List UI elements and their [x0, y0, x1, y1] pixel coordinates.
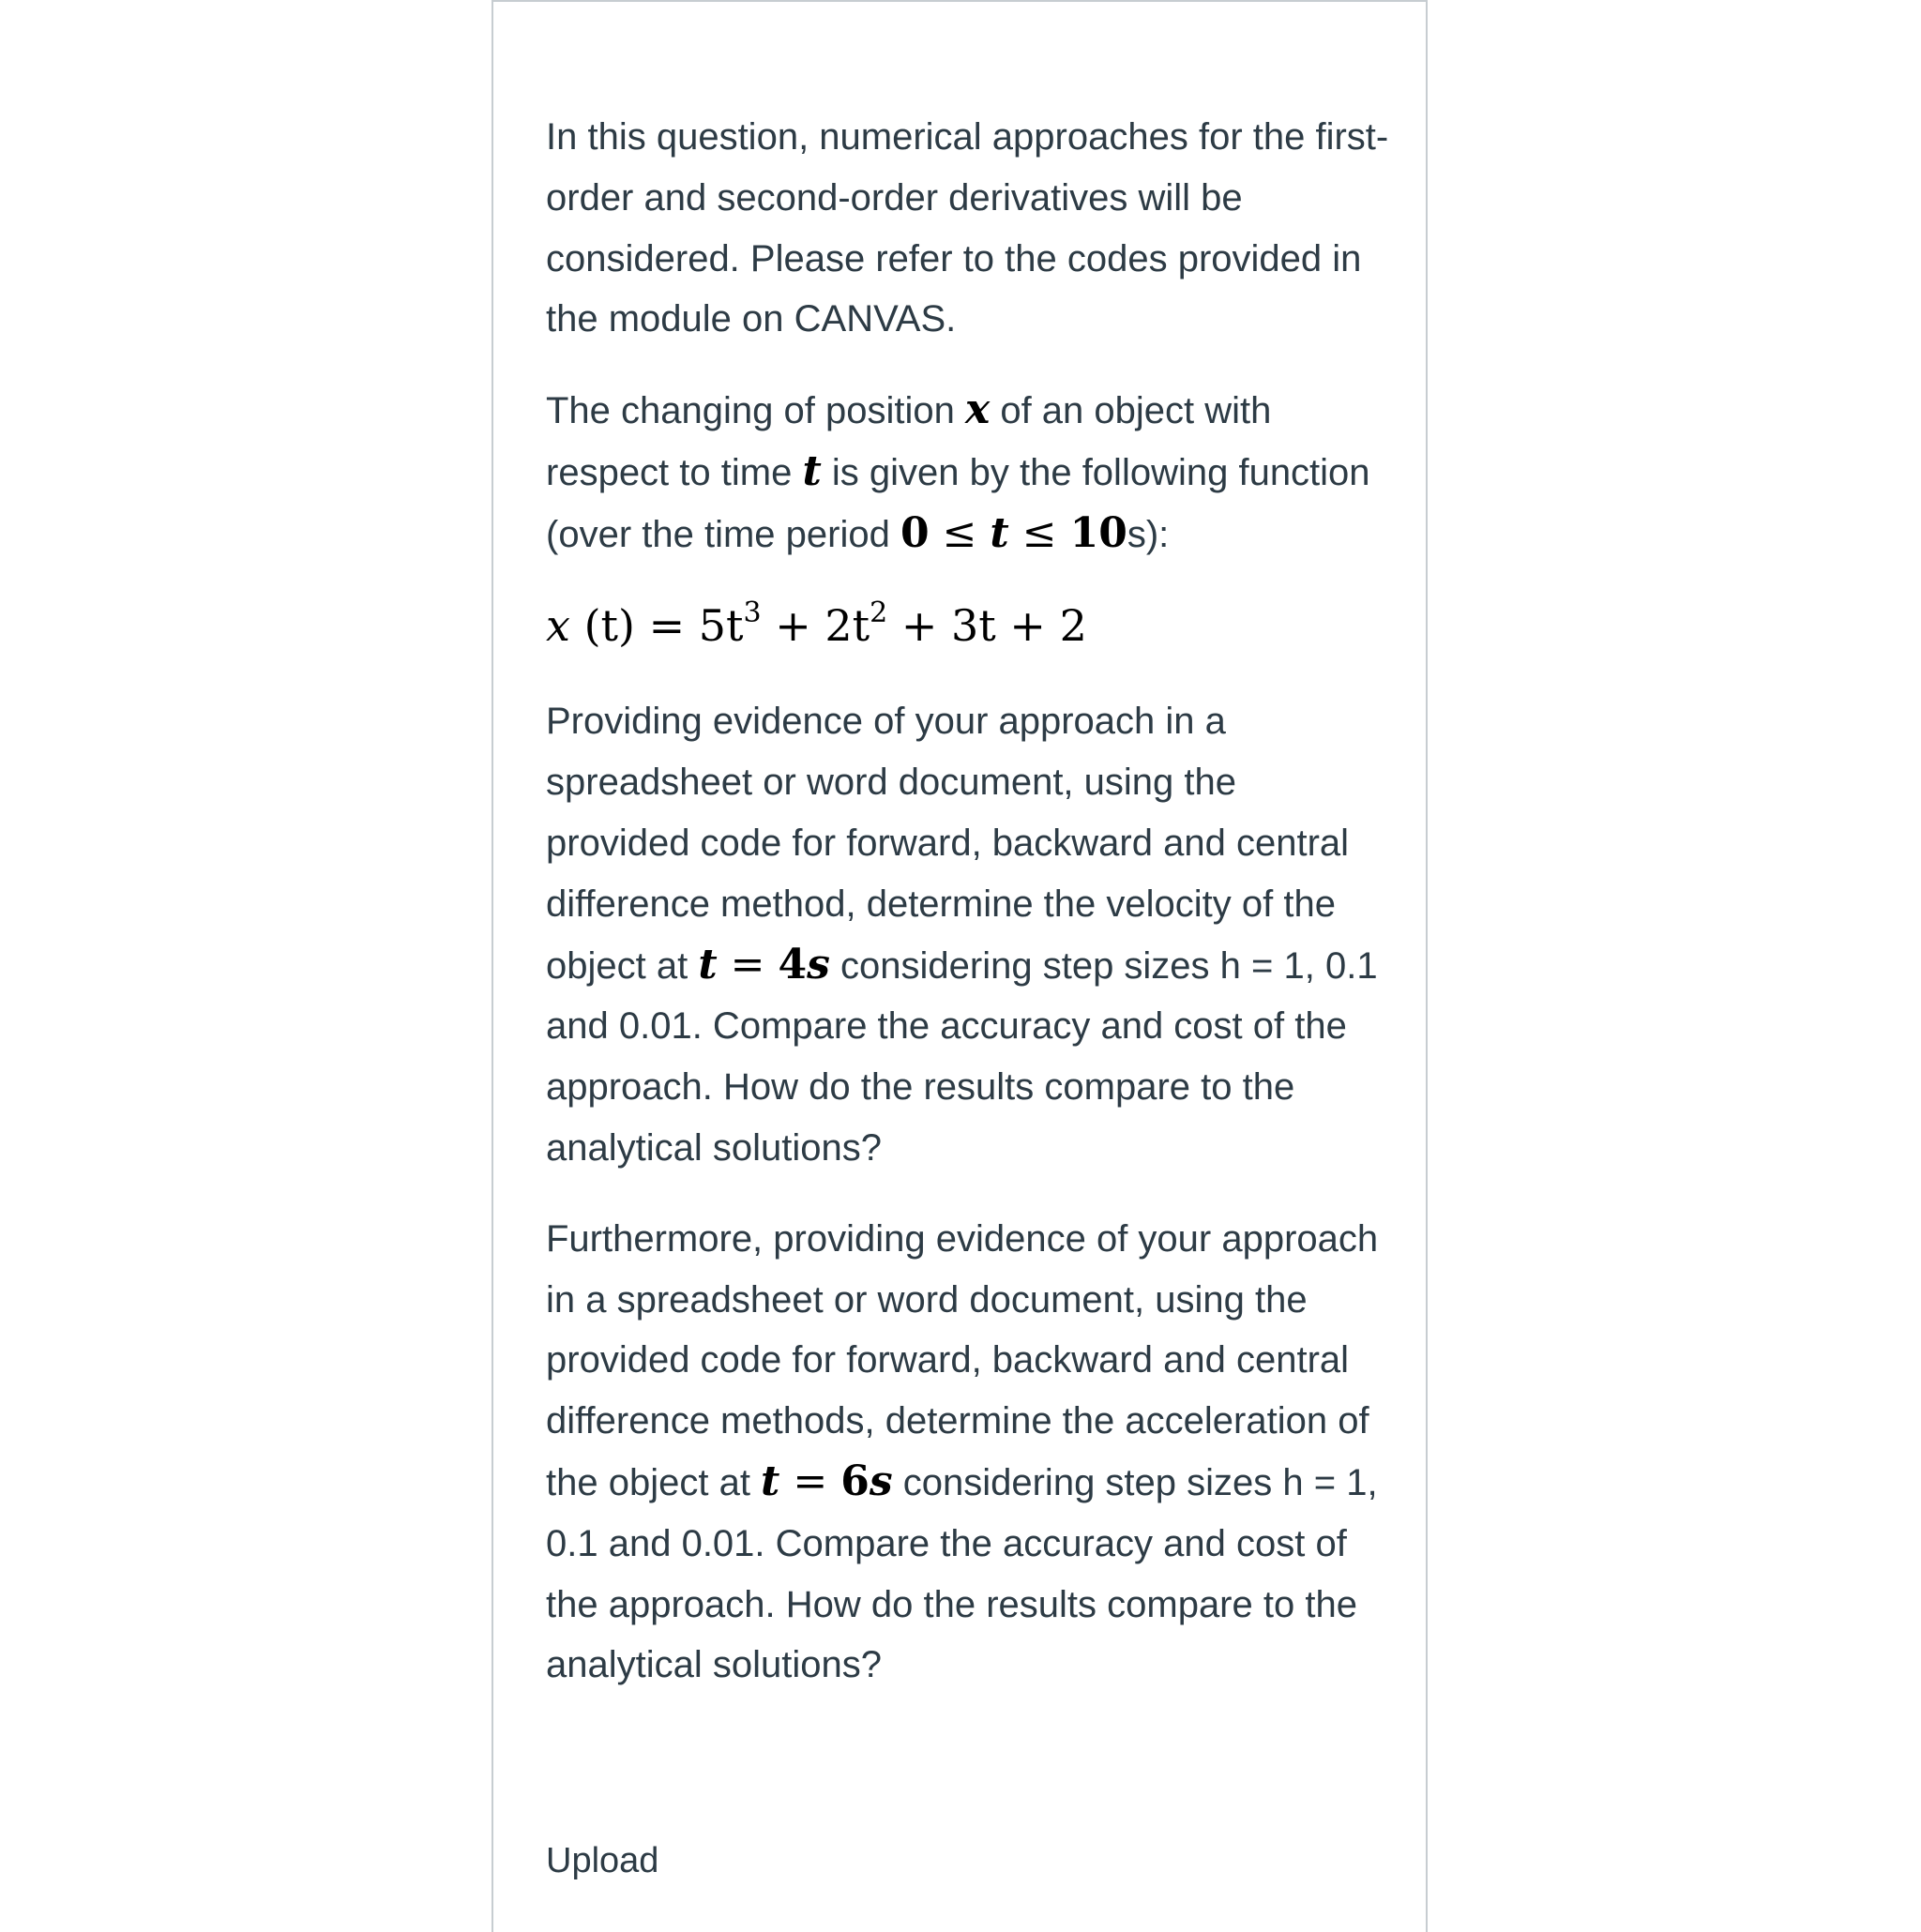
acceleration-text-2: considering step sizes h = 1, 0.1 and 0.01. Compare the accuracy and cost of the approach. How do the results compare to the analytical solutions? — [546, 1461, 1378, 1686]
time-variable-symbol: t — [802, 446, 822, 495]
upload-link[interactable]: Upload — [546, 1841, 659, 1880]
equation-term-1: 5t — [698, 599, 744, 651]
velocity-time-value — [698, 941, 830, 989]
position-text-4: s): — [1127, 513, 1170, 555]
velocity-time-variable: t — [698, 940, 718, 989]
velocity-text-2: considering step sizes h = 1, 0.1 and 0.01. Compare the accuracy and cost of the approach. How do the results compare to the analytical solutions? — [546, 944, 1378, 1169]
equation-term-1-exponent: 3 — [743, 596, 762, 629]
time-range — [900, 509, 1127, 557]
equation-lhs-variable: x — [546, 599, 570, 651]
position-paragraph — [546, 380, 1390, 565]
intro-paragraph — [546, 107, 1390, 350]
position-variable — [965, 385, 990, 433]
velocity-time-number: 4 — [778, 940, 808, 989]
velocity-time-unit: s — [807, 940, 830, 989]
acceleration-time-number: 6 — [840, 1457, 870, 1505]
position-text-2: of an object with respect to time — [546, 390, 1272, 493]
range-op-2: ≤ — [1008, 508, 1070, 557]
equation-term-2-exponent: 2 — [870, 596, 888, 629]
equation-lhs-argument: (t) = — [569, 599, 699, 651]
equation-rest: + 3t + 2 — [887, 599, 1087, 651]
range-op-1: ≤ — [929, 508, 991, 557]
range-variable: t — [990, 508, 1009, 557]
velocity-paragraph — [546, 691, 1390, 1178]
time-variable — [802, 447, 821, 495]
range-low: 0 — [900, 508, 930, 557]
equation-term-2: + 2t — [761, 599, 870, 651]
velocity-text-1: Providing evidence of your approach in a spreadsheet or word document, using the provided code for forward, backward and central difference method, determine the velocity of the object at — [546, 701, 1350, 987]
acceleration-time-unit: s — [869, 1457, 893, 1505]
question-panel — [492, 0, 1428, 1932]
acceleration-equals: = — [779, 1457, 841, 1505]
acceleration-text-1: Furthermore, providing evidence of your approach in a spreadsheet or word document, using the provided code for forward, backward and central difference methods, determine the acceleration of the object at — [546, 1217, 1379, 1503]
position-equation — [546, 596, 1390, 657]
range-high: 10 — [1069, 508, 1127, 557]
position-text-1: The changing of position — [546, 390, 965, 432]
position-variable-symbol: x — [964, 385, 991, 434]
acceleration-paragraph — [546, 1209, 1390, 1696]
acceleration-time-variable: t — [761, 1457, 780, 1505]
question-content — [546, 107, 1390, 1726]
intro-text: In this question, numerical approaches for the first-order and second-order derivatives will be considered. Please refer to the codes provided in the module on CANVAS. — [546, 116, 1389, 340]
position-text-3: is given by the following function (over the time period — [546, 451, 1370, 555]
velocity-equals: = — [717, 940, 779, 989]
acceleration-time-value — [761, 1457, 893, 1505]
